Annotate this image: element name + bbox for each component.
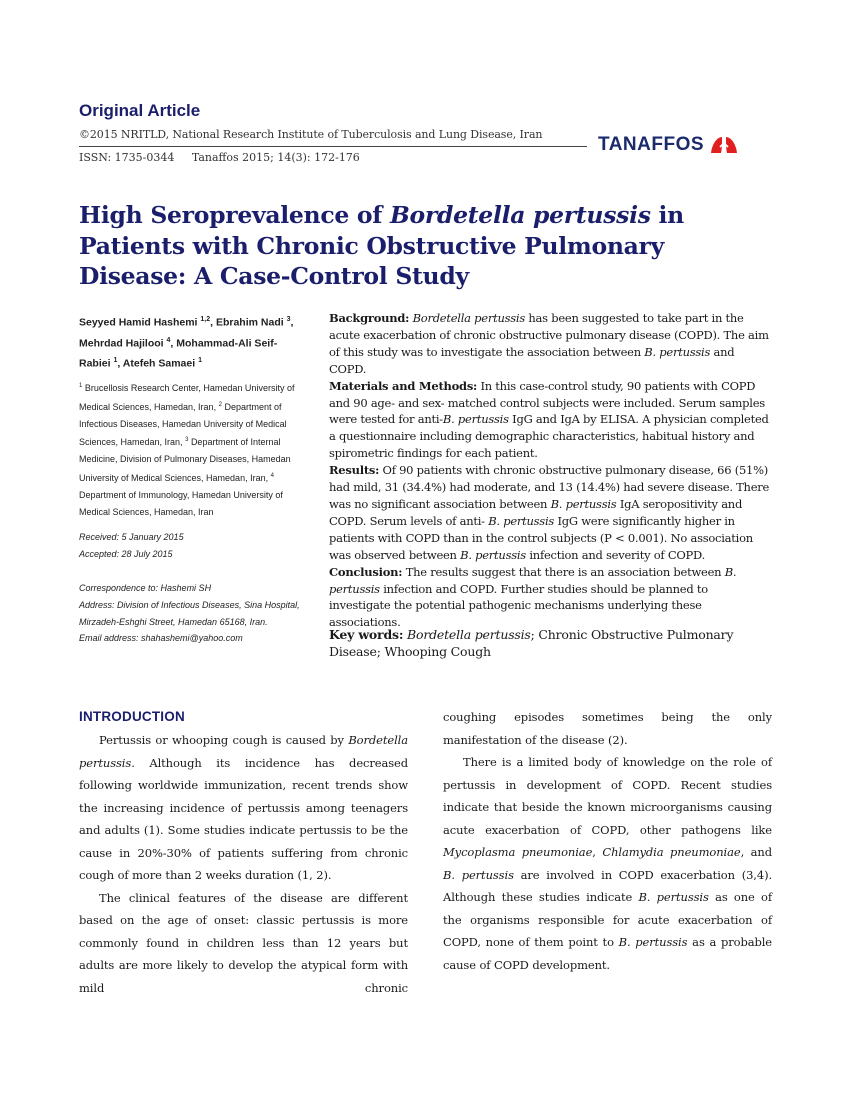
accepted-date: Accepted: 28 July 2015 [79,548,173,559]
affiliation-number: 4 [270,472,274,479]
abstract-background: Background: Bordetella pertussis has been suggested to take part in the acute exacerbation of chronic obstructive pulmonary disease (COPD). The aim of this study was to investigate the association between B. pertussis and COPD. [329,311,769,376]
section-heading-introduction: INTRODUCTION [79,709,185,724]
received-date: Received: 5 January 2015 [79,532,184,542]
affiliation-text: Department of Internal Medicine, Division of Pulmonary Diseases, Hamedan University of Medical Sciences, Hamedan, Iran, [79,437,291,483]
header-divider [79,146,587,147]
abstract-results: Results: Of 90 patients with chronic obstructive pulmonary disease, 66 (51%) had mild, 31 (34.4%) had moderate, and 13 (14.4%) had severe disease. There was no significant association between B. pertussis IgA seropositivity and COPD. Serum levels of anti- B. pertussis IgG were significantly higher in patients with COPD than in the control subjects (P < 0.001). No association was observed between B. pertussis infection and severity of COPD. [329,463,770,562]
author-name: Ebrahim Nadi [215,316,284,329]
correspondence-email[interactable]: Email address: shahashemi@yahoo.com [79,633,243,644]
body-column-left [79,729,408,999]
abstract [329,310,771,631]
affiliation-number: 1 [79,383,83,389]
abstract-conclusion: Conclusion: The results suggest that there is an association between B. pertussis infection and COPD. Further studies should be planned to investigate the potential pathogenic mechanisms underlying these associations. [329,564,737,630]
intro-paragraph-2: The clinical features of the disease are different based on the age of onset: classic pertussis is more commonly found in children less than 12 years but adults are more likely to develop the atypical form with mild chronic [79,890,408,995]
author-name: Seyyed Hamid Hashemi [79,316,198,329]
correspondence-block [79,580,304,647]
keywords: Key words: Bordetella pertussis; Chronic Obstructive Pulmonary Disease; Whooping Cough [329,627,734,659]
affiliation-number: 2 [218,401,222,408]
affiliation-text: Department of Immunology, Hamedan University of Medical Sciences, Hamedan, Iran [79,489,283,517]
author-affiliation-mark: 1 [198,357,202,364]
author-affiliation-mark: 1,2 [200,316,211,323]
journal-name: TANAFFOS [598,134,705,155]
correspondence-to: Correspondence to: Hashemi SH [79,583,212,593]
issn-citation-line [79,151,360,164]
affiliation-text: Brucellosis Research Center, Hamedan University of Medical Sciences, Hamedan, Iran, [79,383,295,412]
intro-paragraph-2-continued: coughing episodes sometimes being the only manifestation of the disease (2). [443,710,772,747]
author-list: Seyyed Hamid Hashemi $^{1,2}$, Ebrahim Nadi $^3$, Mehrdad Hajilooi $^4$, Mohammad-Ali Seif-Rabiei $^1$, Atefeh Samaei $^1$ [79,316,294,370]
author-name: Mohammad-Ali Seif-Rabiei [79,337,278,370]
journal-citation: Tanaffos 2015; 14(3): 172-176 [191,151,360,164]
article-type-label: Original Article [79,101,201,120]
journal-logo [598,134,739,156]
abstract-methods: Materials and Methods: In this case-control study, 90 patients with COPD and 90 age- and sex- matched control subjects were included. Serum samples were tested for anti-B. pertussis IgG and IgA by ELISA. A physician completed a questionnaire including demographic characteristics, habitual history and spirometric findings for each patient. [329,378,769,461]
title-species-italic: Bordetella pertussis [389,201,651,229]
intro-paragraph-1: Pertussis or whooping cough is caused by Bordetella pertussis. Although its incidence has decreased following worldwide immunization, recent trends show the increasing incidence of pertussis among teenagers and adults (1). Some studies indicate pertussis to be the cause in 20%-30% of patients suffering from chronic cough of more than 2 weeks duration (1, 2). [79,733,408,882]
lungs-icon [709,135,739,155]
issn: ISSN: 1735-0344 [79,151,175,164]
author-affiliation-mark: 3 [286,316,291,323]
affiliation-list [79,378,304,520]
author-name: Mehrdad Hajilooi [79,337,164,349]
affiliation-number: 3 [185,437,189,444]
copyright-line: ©2015 NRITLD, National Research Institute of Tuberculosis and Lung Disease, Iran [79,128,543,141]
author-affiliation-mark: 1 [113,357,118,364]
article-dates [79,529,304,563]
affiliation-text: Department of Infectious Diseases, Hamedan University of Medical Sciences, Hamedan, Iran, [79,401,287,448]
author-name: Atefeh Samaei [122,357,196,370]
keywords-label: Key words: [329,627,404,642]
correspondence-address: Address: Division of Infectious Diseases, Sina Hospital, Mirzadeh-Eshghi Street, Hamedan 65168, Iran. [79,599,300,627]
body-column-right [443,706,772,976]
intro-paragraph-3: There is a limited body of knowledge on the role of pertussis in development of COPD. Recent studies indicate that beside the known microorganisms causing acute exacerbation of COPD, other pathogens like Mycoplasma pneumoniae, Chlamydia pneumoniae, and B. pertussis are involved in COPD exacerbation (3,4). Although these studies indicate B. pertussis as one of the organisms responsible for acute exacerbation of COPD, none of them point to B. pertussis as a probable cause of COPD development. [443,755,773,972]
author-affiliation-mark: 4 [166,336,171,344]
article-title: High Seroprevalence of Bordetella pertussis in Patients with Chronic Obstructive Pulmonary Disease: A Case-Control Study [79,201,684,290]
